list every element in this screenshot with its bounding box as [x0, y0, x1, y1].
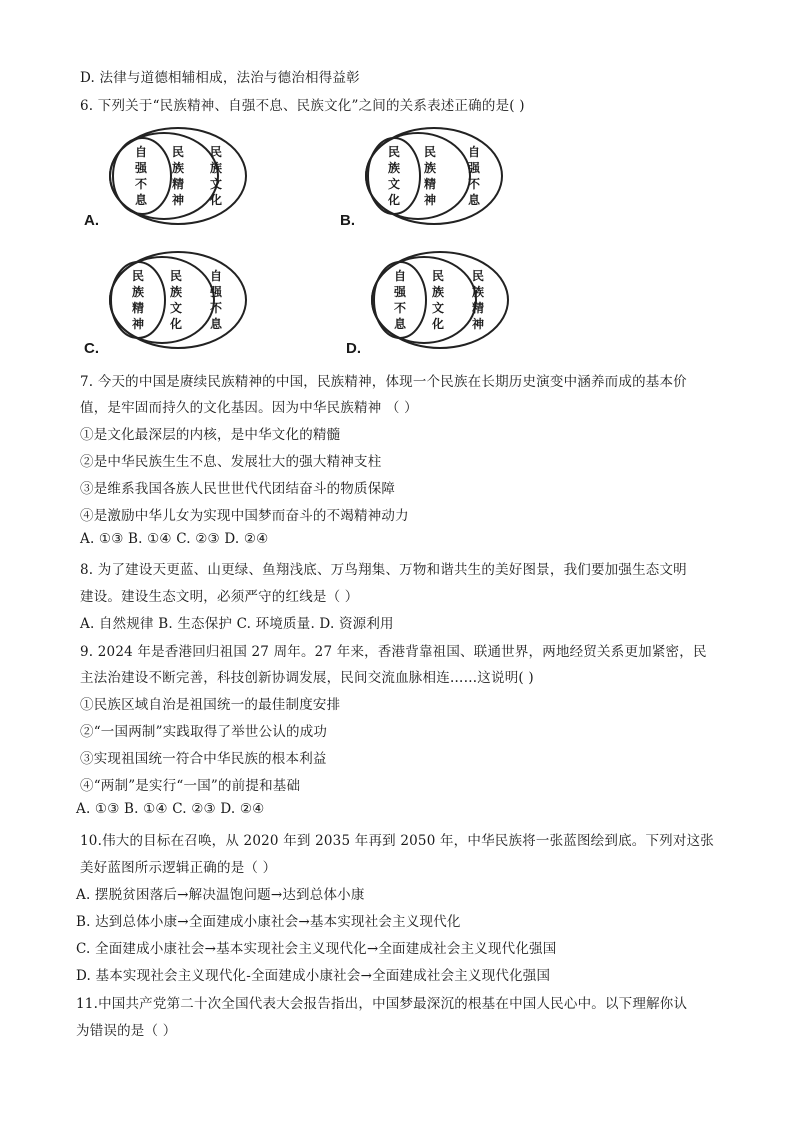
svg-text:神: 神	[172, 193, 185, 207]
diagram-a-label: A.	[84, 212, 99, 229]
question-8-line-2: 建设。建设生态文明，必须严守的红线是（ ）	[80, 589, 359, 605]
question-10-line-1: 10.伟大的目标在召唤，从 2020 年到 2035 年再到 2050 年，中华民族将一张蓝图绘到底。下列对这张	[80, 833, 714, 849]
svg-text:不: 不	[210, 301, 223, 315]
question-7-option-1: ①是文化最深层的内核，是中华文化的精髓	[80, 427, 341, 443]
svg-text:族: 族	[388, 161, 401, 175]
question-8-answers: A. 自然规律 B. 生态保护 C. 环境质量. D. 资源利用	[80, 616, 394, 632]
option-d-q5: D. 法律与道德相辅相成，法治与德治相得益彰	[80, 70, 360, 86]
question-11-line-1: 11.中国共产党第二十次全国代表大会报告指出，中国梦最深沉的根基在中国人民心中。以下理解你认	[76, 996, 688, 1012]
question-7-option-4: ④是激励中华儿女为实现中国梦而奋斗的不竭精神动力	[80, 508, 409, 524]
diagram-a-inner-text	[134, 144, 148, 207]
svg-text:民: 民	[424, 145, 437, 159]
svg-text:族: 族	[424, 161, 437, 175]
question-7-option-3: ③是维系我国各族人民世世代代团结奋斗的物质保障	[80, 481, 396, 497]
question-7-answers: A. ①③ B. ①④ C. ②③ D. ②④	[80, 531, 269, 547]
svg-text:族: 族	[210, 161, 223, 175]
svg-text:自: 自	[135, 145, 148, 159]
svg-text:息: 息	[468, 193, 481, 207]
svg-text:强: 强	[135, 161, 148, 175]
diagram-d-label: D.	[346, 340, 361, 357]
question-9-answers: A. ①③ B. ①④ C. ②③ D. ②④	[76, 801, 265, 817]
diagram-a-outer-text	[209, 145, 222, 207]
svg-text:神: 神	[472, 317, 485, 331]
diagram-d-outer-text	[471, 269, 484, 331]
question-10-option-b: B. 达到总体小康→全面建成小康社会→基本实现社会主义现代化	[76, 914, 461, 930]
svg-text:精: 精	[172, 177, 185, 191]
svg-text:强: 强	[468, 161, 481, 175]
svg-text:精: 精	[132, 301, 145, 315]
svg-text:民: 民	[170, 269, 183, 283]
question-9-option-1: ①民族区域自治是祖国统一的最佳制度安排	[80, 697, 341, 713]
svg-text:文: 文	[170, 301, 183, 315]
svg-text:化: 化	[210, 193, 223, 207]
svg-text:族: 族	[472, 285, 485, 299]
diagram-b	[358, 120, 508, 230]
svg-text:文: 文	[432, 301, 445, 315]
svg-text:强: 强	[394, 285, 407, 299]
diagram-b-middle-text	[423, 145, 436, 207]
question-10-option-d: D. 基本实现社会主义现代化-全面建成小康社会→全面建成社会主义现代化强国	[76, 968, 551, 984]
diagram-d-inner-text	[393, 268, 407, 331]
question-9-option-4: ④“两制”是实行“一国”的前提和基础	[80, 778, 301, 794]
question-8-line-1: 8. 为了建设天更蓝、山更绿、鱼翔浅底、万鸟翔集、万物和谐共生的美好图景，我们要加强生态文明	[80, 562, 687, 578]
diagram-c-inner-text	[131, 269, 144, 331]
svg-text:强: 强	[210, 285, 223, 299]
svg-text:自: 自	[210, 269, 223, 283]
svg-text:族: 族	[170, 285, 183, 299]
question-10-line-2: 美好蓝图所示逻辑正确的是（ ）	[80, 860, 277, 876]
svg-text:自: 自	[394, 269, 407, 283]
question-9-line-2: 主法治建设不断完善，科技创新协调发展，民间交流血脉相连……这说明( )	[80, 670, 534, 686]
diagram-d	[364, 244, 514, 354]
diagram-b-inner-text	[387, 145, 400, 207]
diagram-c-middle-text	[169, 269, 182, 331]
svg-text:民: 民	[432, 269, 445, 283]
svg-text:化: 化	[388, 193, 401, 207]
diagram-d-middle-text	[431, 269, 444, 331]
question-9-line-1: 9. 2024 年是香港回归祖国 27 周年。27 年来，香港背靠祖国、联通世界，两地经贸关系更加紧密，民	[80, 644, 707, 660]
svg-text:民: 民	[210, 145, 223, 159]
svg-text:民: 民	[172, 145, 185, 159]
svg-text:不: 不	[135, 177, 148, 191]
svg-text:不: 不	[468, 177, 481, 191]
svg-text:不: 不	[394, 301, 407, 315]
diagram-c	[100, 244, 250, 354]
svg-text:族: 族	[432, 285, 445, 299]
svg-text:化: 化	[170, 317, 183, 331]
diagram-a	[100, 118, 250, 228]
svg-text:民: 民	[132, 269, 145, 283]
svg-text:自: 自	[468, 145, 481, 159]
diagram-a-middle-text	[171, 145, 184, 207]
question-10-option-a: A. 摆脱贫困落后→解决温饱问题→达到总体小康	[76, 887, 365, 903]
svg-text:化: 化	[432, 317, 445, 331]
svg-text:文: 文	[210, 177, 223, 191]
svg-text:息: 息	[394, 317, 407, 331]
svg-text:精: 精	[472, 301, 485, 315]
svg-text:文: 文	[388, 177, 401, 191]
svg-text:民: 民	[388, 145, 401, 159]
svg-text:息: 息	[210, 317, 223, 331]
question-9-option-3: ③实现祖国统一符合中华民族的根本利益	[80, 751, 327, 767]
diagram-c-outer-text	[209, 268, 223, 331]
question-7-line-1: 7. 今天的中国是赓续民族精神的中国，民族精神，体现一个民族在长期历史演变中涵养而成的基本价	[80, 374, 687, 390]
diagram-b-label: B.	[340, 212, 355, 229]
svg-text:神: 神	[132, 317, 145, 331]
question-6: 6. 下列关于“民族精神、自强不息、民族文化”之间的关系表述正确的是( )	[80, 98, 525, 114]
svg-text:息: 息	[135, 193, 148, 207]
svg-text:神: 神	[424, 193, 437, 207]
question-11-line-2: 为错误的是（ ）	[76, 1023, 177, 1039]
svg-text:民: 民	[472, 269, 485, 283]
svg-text:族: 族	[132, 285, 145, 299]
svg-text:族: 族	[172, 161, 185, 175]
question-9-option-2: ②“一国两制”实践取得了举世公认的成功	[80, 724, 328, 740]
question-7-option-2: ②是中华民族生生不息、发展壮大的强大精神支柱	[80, 454, 382, 470]
question-7-line-2: 值，是牢固而持久的文化基因。因为中华民族精神 （ ）	[80, 400, 418, 416]
svg-text:精: 精	[424, 177, 437, 191]
question-10-option-c: C. 全面建成小康社会→基本实现社会主义现代化→全面建成社会主义现代化强国	[76, 941, 557, 957]
diagram-c-label: C.	[84, 340, 99, 357]
